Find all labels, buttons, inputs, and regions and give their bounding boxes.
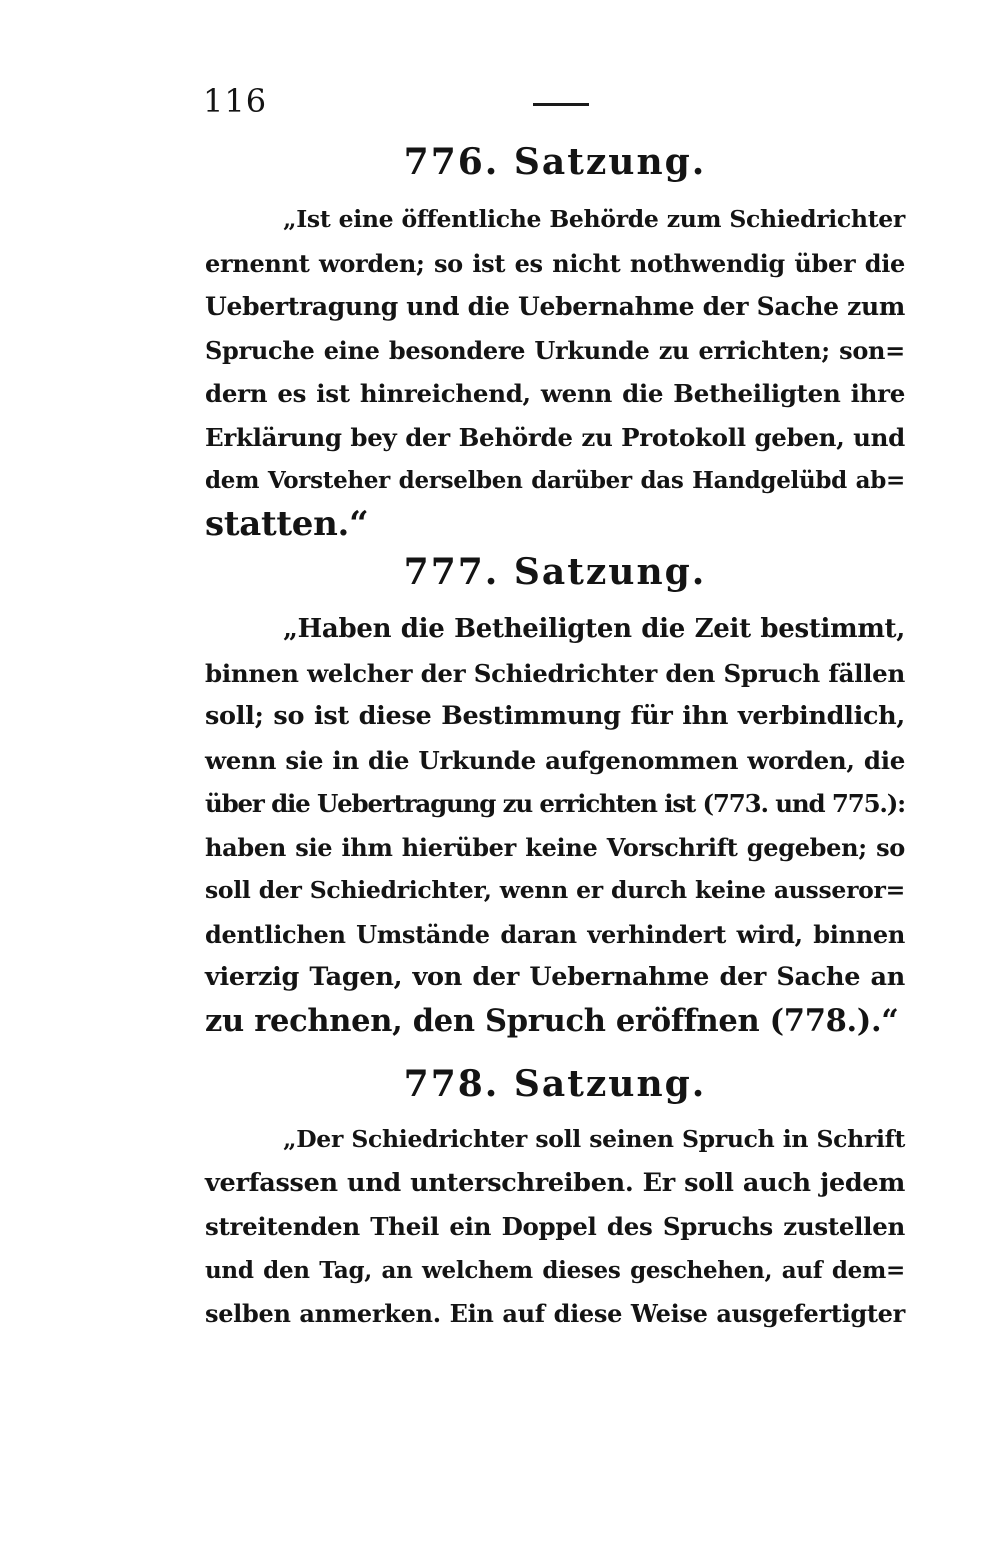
text-line: „Der Schiedrichter soll seinen Spruch in Schrift (283, 1125, 905, 1153)
paragraph-778 (205, 1118, 905, 1336)
text-line: dem Vorsteher derselben darüber das Handgelübd ab= (205, 467, 905, 494)
section-heading-778: 778. Satzung. (403, 1063, 707, 1105)
text-line: und den Tag, an welchem dieses geschehen, auf dem= (205, 1256, 905, 1284)
text-line: streitenden Theil ein Doppel des Spruchs zustellen (205, 1212, 905, 1241)
text-line: wenn sie in die Urkunde aufgenommen worden, die (205, 745, 905, 775)
text-line: haben sie ihm hierüber keine Vorschrift gegeben; so (205, 832, 905, 862)
section-heading-776: 776. Satzung. (403, 141, 707, 183)
text-line: selben anmerken. Ein auf diese Weise ausgefertigter (205, 1299, 905, 1328)
text-line: Erklärung bey der Behörde zu Protokoll geben, und (205, 422, 905, 452)
text-line: statten.“ (205, 503, 369, 544)
header-rule (533, 103, 589, 106)
text-line: Uebertragung und die Uebernahme der Sache zum (205, 292, 906, 321)
text-line: dern es ist hinreichend, wenn die Betheiligten ihre (205, 379, 905, 408)
text-line: soll; so ist diese Bestimmung für ihn verbindlich, (205, 701, 905, 731)
text-line: zu rechnen, den Spruch eröffnen (778.).“ (205, 1002, 899, 1039)
paragraph-776 (205, 198, 905, 546)
paragraph-777 (205, 608, 905, 1043)
text-line: Spruche eine besondere Urkunde zu errichten; son= (205, 335, 905, 365)
text-line: soll der Schiedrichter, wenn er durch keine ausseror= (205, 876, 905, 904)
section-heading-777: 777. Satzung. (403, 551, 707, 593)
text-line: „Haben die Betheiligten die Zeit bestimmt, (283, 614, 905, 644)
text-line: vierzig Tagen, von der Uebernahme der Sache an (205, 962, 905, 992)
text-line: über die Uebertragung zu errichten ist (773. und 775.): (205, 789, 905, 818)
text-line: dentlichen Umstände daran verhindert wird, binnen (205, 919, 905, 949)
page-number: 116 (203, 82, 268, 120)
text-line: verfassen und unterschreiben. Er soll auch jedem (205, 1167, 905, 1198)
text-line: ernennt worden; so ist es nicht nothwendig über die (205, 248, 905, 278)
text-line: „Ist eine öffentliche Behörde zum Schiedrichter (283, 205, 905, 233)
text-line: binnen welcher der Schiedrichter den Spruch fällen (205, 658, 905, 688)
